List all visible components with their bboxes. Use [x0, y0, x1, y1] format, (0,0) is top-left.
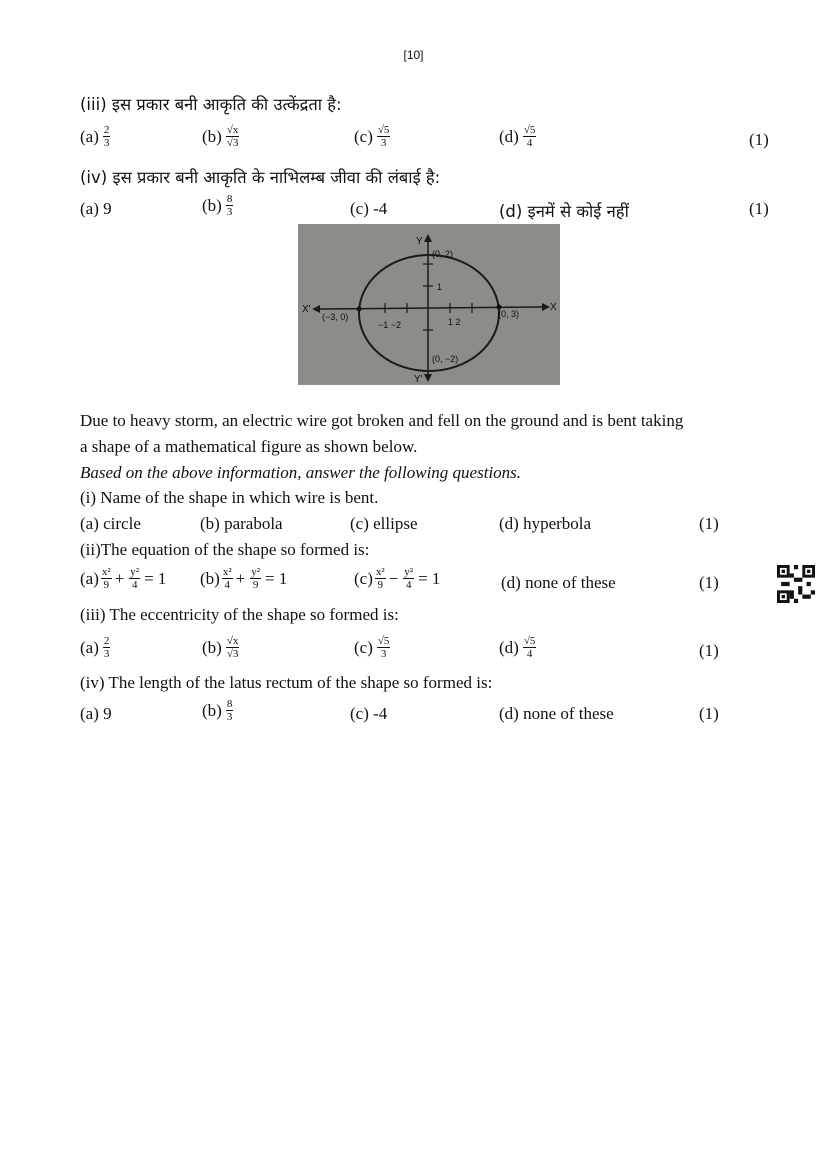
y-axis-label: Y — [416, 236, 423, 247]
fraction — [377, 635, 391, 660]
fraction — [226, 124, 240, 149]
pos-ticks-label: 1 2 — [448, 317, 461, 327]
fraction — [103, 124, 111, 149]
fraction — [129, 566, 140, 591]
option-label: (b) — [202, 126, 222, 146]
option-label: (c) — [354, 126, 373, 146]
question-i: (i) Name of the shape in which wire is bent. — [80, 488, 379, 507]
question-ii: (ii)The equation of the shape so formed is: — [80, 540, 370, 559]
denominator: 4 — [131, 579, 138, 591]
option-label: (a) — [80, 637, 99, 657]
option-label: (c) — [354, 637, 373, 657]
hindi-q3-option-d — [499, 124, 536, 149]
hindi-q4-option-c: (c) -4 — [350, 199, 388, 218]
numerator: √x — [226, 124, 239, 136]
hindi-question-iii: (iii) इस प्रकार बनी आकृति की उत्केंद्रता है: — [80, 95, 342, 114]
numerator: √5 — [523, 124, 536, 136]
hindi-q4-option-b — [202, 193, 233, 218]
qr-code-icon — [777, 565, 815, 603]
x-axis-label: X — [550, 302, 557, 313]
q4-option-a: (a) 9 — [80, 704, 112, 723]
q2-option-d: (d) none of these — [501, 573, 616, 592]
numerator: 8 — [226, 698, 233, 710]
numerator: x² — [101, 566, 111, 578]
q1-option-a: (a) circle — [80, 514, 141, 533]
hindi-q3-option-a — [80, 124, 110, 149]
q3-option-c — [354, 635, 390, 660]
fraction — [403, 566, 414, 591]
rhs: = 1 — [418, 568, 441, 588]
option-label: (b) — [202, 637, 222, 657]
denominator: 9 — [377, 579, 384, 591]
fraction — [101, 566, 112, 591]
neg-ticks-label: −1 −2 — [378, 320, 402, 330]
marks: (1) — [749, 199, 769, 218]
option-label: (b) — [202, 700, 222, 720]
denominator: 4 — [405, 579, 412, 591]
numerator: y² — [251, 566, 261, 578]
top-point-label: (0, 2) — [432, 249, 454, 259]
instruction: Based on the above information, answer the following questions. — [80, 463, 522, 482]
hindi-question-iv: (iv) इस प्रकार बनी आकृति के नाभिलम्ब जीवा की लंबाई है: — [80, 168, 441, 187]
q3-option-a — [80, 635, 110, 660]
fraction — [377, 124, 391, 149]
x-neg-axis-label: X' — [302, 304, 311, 315]
denominator: 3 — [103, 648, 110, 660]
operator: + — [114, 568, 125, 588]
numerator: x² — [375, 566, 385, 578]
option-label: (d) — [499, 126, 519, 146]
numerator: y² — [130, 566, 140, 578]
option-label: (b) — [202, 195, 222, 215]
numerator: √5 — [377, 635, 390, 647]
right-point-label: (0, 3) — [498, 309, 520, 319]
hindi-q3-option-c — [354, 124, 390, 149]
question-iii: (iii) The eccentricity of the shape so formed is: — [80, 605, 399, 624]
hindi-q3-option-b — [202, 124, 239, 149]
option-label: (b) — [200, 568, 220, 588]
numerator: 2 — [103, 124, 110, 136]
page-number: [10] — [403, 48, 424, 62]
denominator: 3 — [103, 137, 110, 149]
rhs: = 1 — [144, 568, 167, 588]
q3-option-b — [202, 635, 239, 660]
denominator: 3 — [226, 711, 233, 723]
numerator: y² — [404, 566, 414, 578]
intro-line-2: a shape of a mathematical figure as shown below. — [80, 437, 418, 456]
q2-option-b — [200, 566, 287, 591]
denominator: √3 — [226, 137, 239, 149]
q4-option-b — [202, 698, 233, 723]
denominator: 3 — [226, 206, 233, 218]
fraction — [226, 193, 234, 218]
photo-background — [298, 224, 560, 385]
q2-option-c — [354, 566, 440, 591]
option-label: (c) — [354, 568, 373, 588]
q4-option-d: (d) none of these — [499, 704, 614, 723]
fraction — [375, 566, 386, 591]
vertex-point — [357, 307, 362, 312]
numerator: 8 — [226, 193, 233, 205]
numerator: √x — [226, 635, 239, 647]
numerator: x² — [222, 566, 232, 578]
fraction — [103, 635, 111, 660]
fraction — [250, 566, 261, 591]
operator: − — [388, 568, 399, 588]
fraction — [226, 635, 240, 660]
denominator: 9 — [252, 579, 259, 591]
marks: (1) — [699, 573, 719, 592]
vertex-point — [497, 305, 502, 310]
numerator: 2 — [103, 635, 110, 647]
numerator: √5 — [523, 635, 536, 647]
denominator: 4 — [224, 579, 230, 591]
q1-option-c: (c) ellipse — [350, 514, 418, 533]
denominator: 4 — [526, 137, 533, 149]
numerator: √5 — [377, 124, 390, 136]
option-label: (d) — [499, 637, 519, 657]
operator: + — [235, 568, 246, 588]
q1-option-b: (b) parabola — [200, 514, 283, 533]
denominator: 9 — [103, 579, 110, 591]
denominator: 4 — [526, 648, 533, 660]
option-label: (a) — [80, 126, 99, 146]
hindi-q4-option-a: (a) 9 — [80, 199, 112, 218]
fraction — [222, 566, 233, 591]
denominator: √3 — [226, 648, 239, 660]
marks: (1) — [699, 514, 719, 533]
q3-option-d — [499, 635, 536, 660]
rhs: = 1 — [265, 568, 288, 588]
y-neg-axis-label: Y' — [414, 374, 423, 385]
bottom-point-label: (0, −2) — [432, 354, 459, 364]
left-point-label: (−3, 0) — [322, 312, 349, 322]
marks: (1) — [749, 130, 769, 149]
hindi-q4-option-d: (d) इनमें से कोई नहीं — [499, 202, 629, 221]
fraction — [226, 698, 234, 723]
q2-option-a — [80, 566, 166, 591]
tick-one-label: 1 — [437, 282, 443, 292]
ellipse-figure — [298, 224, 560, 385]
q4-option-c: (c) -4 — [350, 704, 388, 723]
denominator: 3 — [380, 137, 387, 149]
ellipse-diagram — [298, 224, 560, 385]
q1-option-d: (d) hyperbola — [499, 514, 592, 533]
intro-line-1: Due to heavy storm, an electric wire got broken and fell on the ground and is bent taking — [80, 411, 684, 430]
marks: (1) — [699, 641, 719, 660]
question-iv: (iv) The length of the latus rectum of the shape so formed is: — [80, 673, 493, 692]
denominator: 3 — [380, 648, 387, 660]
option-label: (a) — [80, 568, 99, 588]
fraction — [523, 124, 537, 149]
fraction — [523, 635, 537, 660]
marks: (1) — [699, 704, 719, 723]
